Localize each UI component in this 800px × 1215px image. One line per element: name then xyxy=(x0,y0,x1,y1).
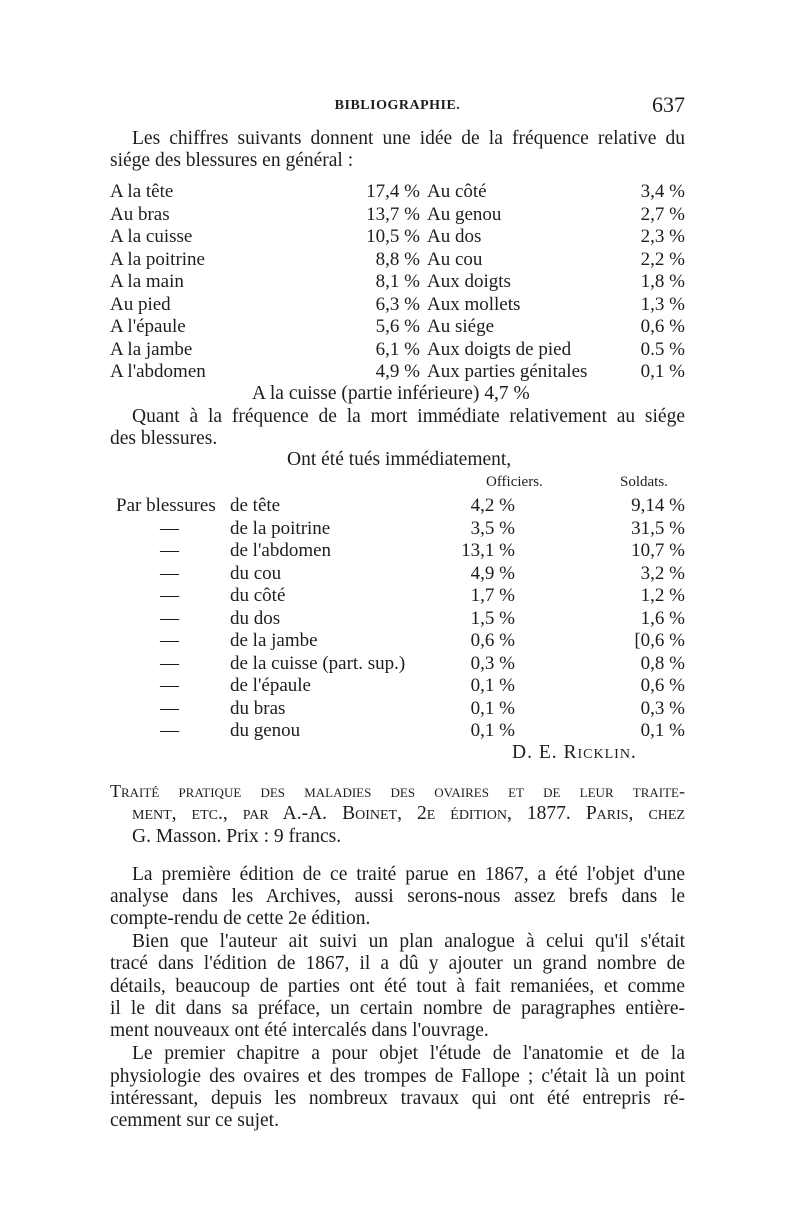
row-prefix: Par blessures xyxy=(116,495,216,516)
ditto-dash: — xyxy=(160,563,179,584)
officers-value: 1,7 % xyxy=(470,585,515,606)
table-row xyxy=(0,271,800,293)
page-header xyxy=(110,94,685,120)
officers-value: 1,5 % xyxy=(470,608,515,629)
site-percent: 5,6 % xyxy=(375,316,420,337)
table-row xyxy=(0,226,800,248)
site-label: Aux mollets xyxy=(427,294,521,315)
site-percent: 0.5 % xyxy=(640,339,685,360)
ditto-dash: — xyxy=(160,653,179,674)
soldiers-value: 9,14 % xyxy=(631,495,685,516)
table-row xyxy=(0,608,800,630)
review-line: Le premier chapitre a pour objet l'étude de l'anatomie et de la xyxy=(132,1043,685,1064)
table-row xyxy=(0,720,800,742)
ditto-dash: — xyxy=(160,698,179,719)
table-row xyxy=(0,540,800,562)
wound-site: du cou xyxy=(230,563,282,584)
wound-site: de la poitrine xyxy=(230,518,331,539)
site-label: Aux doigts xyxy=(427,271,511,292)
review-line: cemment sur ce sujet. xyxy=(110,1110,279,1131)
site-label: Au genou xyxy=(427,204,502,225)
intro-line: siége des blessures en général : xyxy=(110,150,354,171)
review-line: compte-rendu de cette 2e édition. xyxy=(110,908,371,929)
site-label: A l'abdomen xyxy=(110,361,206,382)
soldiers-value: 0,8 % xyxy=(640,653,685,674)
review-line: intéressant, depuis les nombreux travaux qui ont été entrepris ré- xyxy=(110,1088,685,1109)
killed-title: Ont été tués immédiatement, xyxy=(287,449,512,470)
site-label: Aux parties génitales xyxy=(427,361,588,382)
ditto-dash: — xyxy=(160,540,179,561)
ditto-dash: — xyxy=(160,675,179,696)
table-row xyxy=(0,653,800,675)
site-label: Au bras xyxy=(110,204,170,225)
ditto-dash: — xyxy=(160,585,179,606)
site-percent: 17,4 % xyxy=(366,181,420,202)
officers-value: 0,1 % xyxy=(470,675,515,696)
review-line: Bien que l'auteur ait suivi un plan analogue à celui qu'il s'était xyxy=(132,931,685,952)
wound-site: de l'abdomen xyxy=(230,540,332,561)
site-percent: 0,1 % xyxy=(640,361,685,382)
table-row xyxy=(0,181,800,203)
site-percent: 6,3 % xyxy=(375,294,420,315)
table-row xyxy=(0,361,800,383)
ditto-dash: — xyxy=(160,608,179,629)
site-label: A la poitrine xyxy=(110,249,205,270)
wound-site: du genou xyxy=(230,720,301,741)
table-row xyxy=(0,585,800,607)
site-percent: 6,1 % xyxy=(375,339,420,360)
site-label: A la cuisse xyxy=(110,226,193,247)
book-title-line: G. Masson. Prix : 9 francs. xyxy=(132,826,342,847)
site-percent: 3,4 % xyxy=(640,181,685,202)
table-row xyxy=(0,204,800,226)
officers-value: 13,1 % xyxy=(461,540,515,561)
table-row xyxy=(0,675,800,697)
review-line: physiologie des ovaires et des trompes de Fallope ; c'était là un point xyxy=(110,1066,685,1087)
site-percent: 10,5 % xyxy=(366,226,420,247)
soldiers-value: 0,3 % xyxy=(640,698,685,719)
table-row xyxy=(0,495,800,517)
wound-site: du côté xyxy=(230,585,286,606)
table-row xyxy=(0,249,800,271)
ditto-dash: — xyxy=(160,630,179,651)
site-label: Au dos xyxy=(427,226,482,247)
site-percent: 13,7 % xyxy=(366,204,420,225)
wound-site: de l'épaule xyxy=(230,675,311,696)
officers-value: 3,5 % xyxy=(470,518,515,539)
intro-line: Les chiffres suivants donnent une idée de la fréquence relative du xyxy=(132,128,685,149)
site-percent: 1,8 % xyxy=(640,271,685,292)
wound-site: de la cuisse (part. sup.) xyxy=(230,653,406,674)
page-number: 637 xyxy=(652,92,685,117)
soldiers-value: 0,1 % xyxy=(640,720,685,741)
site-percent: 2,2 % xyxy=(640,249,685,270)
mortality-intro-line: des blessures. xyxy=(110,428,218,449)
soldiers-value: 10,7 % xyxy=(631,540,685,561)
mortality-intro-line: Quant à la fréquence de la mort immédiate relativement au siége xyxy=(132,406,685,427)
table-row xyxy=(0,294,800,316)
book-title-text: ment, etc., par A.-A. Boinet, 2e édition, 1877. Paris, chez xyxy=(132,803,685,824)
site-label: A l'épaule xyxy=(110,316,186,337)
wound-site: du bras xyxy=(230,698,286,719)
review-line: tracé dans l'édition de 1867, il a dû y ajouter un grand nombre de xyxy=(110,953,685,974)
officers-value: 0,1 % xyxy=(470,720,515,741)
soldiers-value: 0,6 % xyxy=(640,675,685,696)
table-row xyxy=(0,698,800,720)
site-percent: 0,6 % xyxy=(640,316,685,337)
site-label: A la tête xyxy=(110,181,174,202)
site-label: Au côté xyxy=(427,181,487,202)
site-percent: 1,3 % xyxy=(640,294,685,315)
site-label: Au pied xyxy=(110,294,171,315)
soldiers-value: 1,2 % xyxy=(640,585,685,606)
table-row xyxy=(0,316,800,338)
officers-value: 0,1 % xyxy=(470,698,515,719)
review-line: il le dit dans sa préface, un certain nombre de paragraphes entière- xyxy=(110,998,685,1019)
site-percent: 8,1 % xyxy=(375,271,420,292)
site-label: A la jambe xyxy=(110,339,193,360)
soldiers-value: 1,6 % xyxy=(640,608,685,629)
officers-value: 4,9 % xyxy=(470,563,515,584)
site-percent: 2,3 % xyxy=(640,226,685,247)
site-label: Aux doigts de pied xyxy=(427,339,572,360)
soldiers-value: 3,2 % xyxy=(640,563,685,584)
officers-value: 4,2 % xyxy=(470,495,515,516)
review-line: analyse dans les Archives, aussi serons-nous assez brefs dans le xyxy=(110,886,685,907)
review-line: ment nouveaux ont été intercalés dans l'ouvrage. xyxy=(110,1020,489,1041)
soldiers-value: 31,5 % xyxy=(631,518,685,539)
running-head: BIBLIOGRAPHIE. xyxy=(334,98,461,113)
book-title-line xyxy=(132,803,685,825)
table-row xyxy=(0,518,800,540)
signature: D. E. Ricklin. xyxy=(512,742,637,763)
wound-site: de la jambe xyxy=(230,630,318,651)
review-line: La première édition de ce traité parue en 1867, a été l'objet d'une xyxy=(132,864,685,885)
ditto-dash: — xyxy=(160,518,179,539)
table-row xyxy=(0,630,800,652)
site-percent: 4,9 % xyxy=(375,361,420,382)
officers-column-header: Officiers. xyxy=(486,474,543,490)
review-line: détails, beaucoup de parties ont été tout à fait remaniées, et comme xyxy=(110,976,685,997)
wound-site: du dos xyxy=(230,608,281,629)
site-percent: 2,7 % xyxy=(640,204,685,225)
officers-value: 0,3 % xyxy=(470,653,515,674)
book-title-line: Traité pratique des maladies des ovaires et de leur traite- xyxy=(110,781,685,801)
table-row xyxy=(0,563,800,585)
soldiers-column-header: Soldats. xyxy=(620,474,668,490)
site-label: A la main xyxy=(110,271,184,292)
wound-site: de tête xyxy=(230,495,281,516)
site-label: Au cou xyxy=(427,249,483,270)
thigh-lower-line: A la cuisse (partie inférieure) 4,7 % xyxy=(252,383,530,404)
site-label: Au siége xyxy=(427,316,495,337)
officers-value: 0,6 % xyxy=(470,630,515,651)
ditto-dash: — xyxy=(160,720,179,741)
soldiers-value: [0,6 % xyxy=(634,630,685,651)
table-row xyxy=(0,339,800,361)
site-percent: 8,8 % xyxy=(375,249,420,270)
